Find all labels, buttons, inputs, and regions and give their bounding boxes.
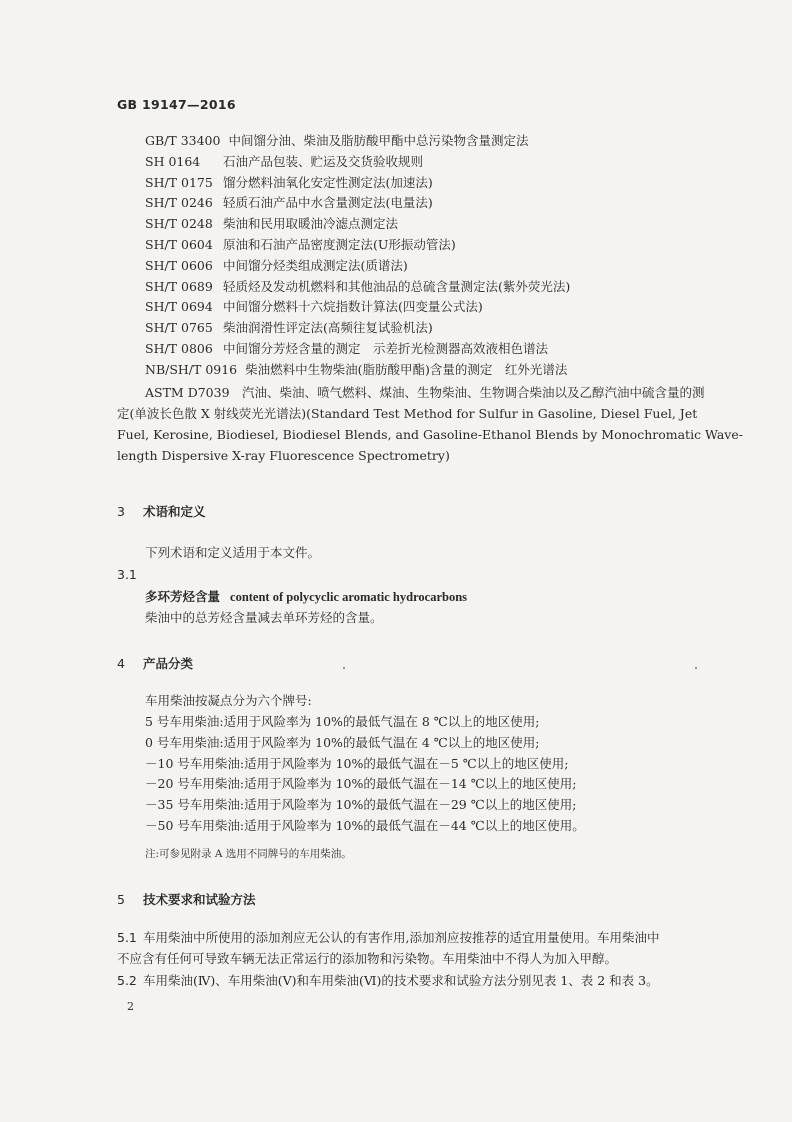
reference-title: 中间馏分油、柴油及脂肪酸甲酯中总污染物含量测定法	[228, 133, 529, 148]
astm-line-1: ASTM D7039 汽油、柴油、喷气燃料、煤油、生物柴油、生物调合柴油以及乙醇汽油中硫含量的测	[145, 385, 705, 400]
section-5-title: 技术要求和试验方法	[143, 892, 256, 907]
reference-code: SH/T 0248	[145, 216, 213, 232]
grade-item: －35 号车用柴油:适用于风险率为 10%的最低气温在－29 ℃以上的地区使用;	[145, 797, 577, 813]
term-english: content of polycyclic aromatic hydrocarbons	[230, 590, 468, 604]
reference-item	[145, 235, 715, 256]
normative-references-list	[145, 131, 715, 381]
section-5-heading	[117, 890, 256, 908]
section-5-number: 5	[117, 892, 125, 907]
reference-code: SH/T 0806	[145, 340, 213, 356]
page-number: 2	[127, 1000, 134, 1013]
reference-title: 馏分燃料油氧化安定性测定法(加速法)	[223, 174, 433, 190]
section-3-intro: 下列术语和定义适用于本文件。	[145, 545, 321, 560]
section-3-title: 术语和定义	[143, 504, 206, 519]
section-4-heading	[117, 654, 193, 672]
reference-code: SH/T 0246	[145, 195, 213, 211]
reference-title: 中间馏分烃类组成测定法(质谱法)	[223, 257, 408, 273]
clause-5-2-number: 5.2	[117, 973, 137, 988]
clause-5-2	[117, 970, 659, 991]
reference-title: 中间馏分芳烃含量的测定 示差折光检测器高效液相色谱法	[223, 340, 549, 356]
reference-item	[145, 339, 715, 360]
reference-title: 轻质烃及发动机燃料和其他油品的总硫含量测定法(紫外荧光法)	[223, 278, 571, 294]
scan-speck	[695, 667, 697, 669]
reference-item	[145, 214, 715, 235]
term-definition: 柴油中的总芳烃含量减去单环芳烃的含量。	[145, 610, 383, 625]
astm-line-4: length Dispersive X-ray Fluorescence Spectrometry)	[117, 448, 450, 463]
reference-item	[145, 277, 715, 298]
reference-code: SH/T 0175	[145, 174, 213, 190]
astm-line-2: 定(单波长色散 X 射线荧光光谱法)(Standard Test Method for Sulfur in Gasoline, Diesel Fuel, Jet	[117, 406, 698, 421]
section-4-title: 产品分类	[143, 656, 194, 671]
reference-item	[145, 152, 715, 173]
reference-title: 柴油和民用取暖油冷滤点测定法	[223, 216, 399, 232]
reference-code: SH/T 0604	[145, 236, 213, 252]
reference-code: SH/T 0689	[145, 278, 213, 294]
reference-title: 柴油润滑性评定法(高频往复试验机法)	[223, 320, 433, 336]
reference-code: SH/T 0606	[145, 257, 213, 273]
reference-item	[145, 318, 715, 339]
reference-title: 石油产品包装、贮运及交货验收规则	[223, 153, 424, 169]
standard-number-header: GB 19147—2016	[117, 97, 236, 112]
grade-list	[145, 712, 585, 837]
grade-item: 0 号车用柴油:适用于风险率为 10%的最低气温在 4 ℃以上的地区使用;	[145, 734, 540, 750]
section-3-number: 3	[117, 504, 125, 519]
astm-reference	[117, 382, 743, 466]
term-entry	[145, 586, 467, 608]
reference-item	[145, 297, 715, 318]
subsection-3-1-number: 3.1	[117, 567, 137, 582]
reference-item	[145, 256, 715, 277]
section-3-heading	[117, 502, 206, 520]
reference-code: NB/SH/T 0916	[145, 361, 238, 377]
clause-5-1	[117, 927, 707, 969]
reference-code: GB/T 33400	[145, 133, 221, 148]
reference-code: SH/T 0765	[145, 320, 213, 336]
grade-item: －50 号车用柴油:适用于风险率为 10%的最低气温在－44 ℃以上的地区使用。	[145, 817, 585, 833]
reference-item	[145, 173, 715, 194]
reference-code: SH/T 0694	[145, 299, 213, 315]
reference-title: 柴油燃料中生物柴油(脂肪酸甲酯)含量的测定 红外光谱法	[245, 361, 568, 377]
section-4-note: 注:可参见附录 A 选用不同牌号的车用柴油。	[145, 848, 352, 860]
reference-item	[145, 131, 715, 152]
reference-title: 轻质石油产品中水含量测定法(电量法)	[223, 195, 433, 211]
grade-item: －10 号车用柴油:适用于风险率为 10%的最低气温在－5 ℃以上的地区使用;	[145, 755, 569, 771]
clause-5-1-line-2: 不应含有任何可导致车辆无法正常运行的添加物和污染物。车用柴油中不得人为加入甲醇。	[117, 951, 618, 966]
reference-item	[145, 360, 715, 381]
term-chinese: 多环芳烃含量	[145, 589, 221, 604]
section-4-number: 4	[117, 656, 125, 671]
grade-item: 5 号车用柴油:适用于风险率为 10%的最低气温在 8 ℃以上的地区使用;	[145, 714, 540, 729]
scan-speck	[343, 667, 345, 669]
reference-code: SH 0164	[145, 153, 201, 169]
clause-5-2-text: 车用柴油(Ⅳ)、车用柴油(Ⅴ)和车用柴油(Ⅵ)的技术要求和试验方法分别见表 1、表 2 和表 3。	[143, 973, 659, 988]
reference-title: 中间馏分燃料十六烷指数计算法(四变量公式法)	[223, 299, 483, 315]
clause-5-1-number: 5.1	[117, 930, 137, 945]
astm-line-3: Fuel, Kerosine, Biodiesel, Biodiesel Blends, and Gasoline-Ethanol Blends by Monochromatic Wave-	[117, 427, 743, 442]
reference-title: 原油和石油产品密度测定法(U形振动管法)	[223, 236, 456, 252]
grade-item: －20 号车用柴油:适用于风险率为 10%的最低气温在－14 ℃以上的地区使用;	[145, 776, 577, 792]
clause-5-1-line-1: 车用柴油中所使用的添加剂应无公认的有害作用,添加剂应按推荐的适宜用量使用。车用柴油中	[143, 930, 660, 945]
reference-item	[145, 193, 715, 214]
section-4-intro: 车用柴油按凝点分为六个牌号:	[145, 693, 312, 708]
